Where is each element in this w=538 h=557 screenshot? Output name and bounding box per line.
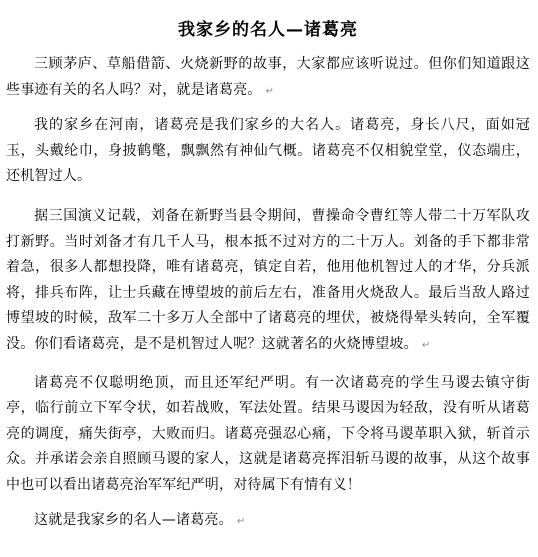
paragraph-mark-icon: ↵	[236, 515, 246, 527]
paragraph-mark-icon: ↵	[265, 85, 275, 97]
paragraph-2-text: 我的家乡在河南，诸葛亮是我们家乡的大名人。诸葛亮，身长八尺，面如冠玉，头戴纶巾，身披鹤氅，飘飘然有神仙气概。诸葛亮不仅相貌堂堂，仪态端庄，还机智过人。	[6, 117, 530, 185]
paragraph-4-text: 诸葛亮不仅聪明绝顶，而且还军纪严明。有一次诸葛亮的学生马谡去镇守街亭，临行前立下军令状，如若战败，军法处置。结果马谡因为轻敌，没有听从诸葛亮的调度，痛失街亭，大败而归。诸葛亮强忍心痛，下令将马谡革职入狱，斩首示众。并承诺会亲自照顾马谡的家人，这就是诸葛亮挥泪斩马谡的故事，从这个故事中也可以看出诸葛亮治军军纪严明，对待属下有情有义！	[6, 374, 530, 493]
paragraph-4	[6, 371, 530, 499]
paragraph-3	[6, 204, 530, 359]
paragraph-5-text: 这就是我家乡的名人—诸葛亮。	[34, 511, 233, 528]
paragraph-mark-icon: ↵	[421, 339, 431, 351]
paragraph-5	[6, 508, 530, 535]
paragraph-1-text: 三顾茅庐、草船借箭、火烧新野的故事，大家都应该听说过。但你们知道跟这些事迹有关的名人吗？对，就是诸葛亮。	[6, 56, 530, 98]
document-title: 我家乡的名人—诸葛亮	[178, 20, 358, 40]
paragraph-1	[6, 52, 530, 104]
paragraph-2	[6, 113, 530, 190]
paragraph-3-text: 据三国演义记载，刘备在新野当县令期间，曹操命令曹红等人带二十万军队攻打新野。当时刘备才有几千人马，根本抵不过对方的二十万人。刘备的手下都非常着急，很多人都想投降，唯有诸葛亮，镇定自若，他用他机智过人的才华，分兵派将，排兵布阵，让士兵藏在博望坡的前后左右，准备用火烧敌人。最后当敌人路过博望坡的时候，敌军二十多万人全部中了诸葛亮的埋伏，被烧得晕头转向，全军覆没。你们看诸葛亮，是不是机智过人呢？这就著名的火烧博望坡。	[6, 207, 530, 352]
